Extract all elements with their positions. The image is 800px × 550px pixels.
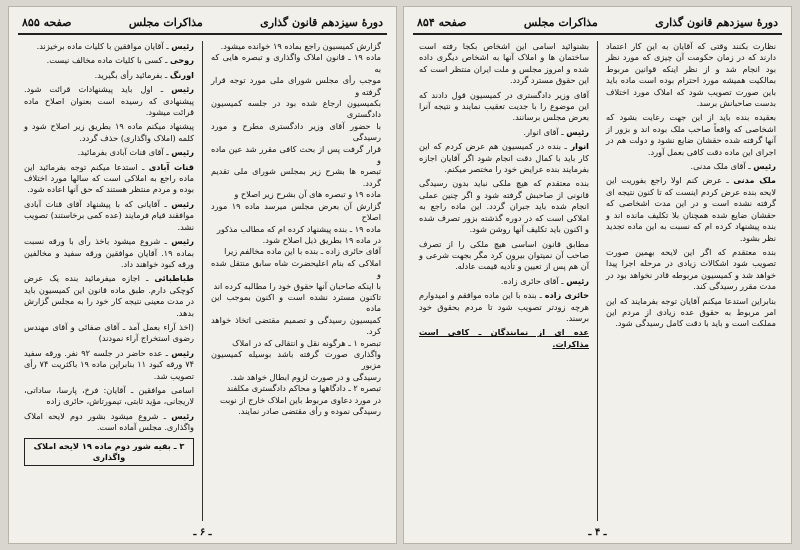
paragraph-text: بشنوائید اسامی این اشخاص بکجا رفته است ساختمان ها و املاک آنها به اشخاص دیگری داده شده و امروز مجلس و ملت ایران منتظر است که این حقوق مسترد گردد. [419,41,589,86]
paragraph [419,327,589,350]
text-line: گزارش کمیسیون راجع بماده ۱۹ خوانده میشود. [220,41,381,51]
closing-remark: عده ای از نمایندگان ـ کافی است مذاکرات. [419,327,589,349]
paragraph: رئیس ـ آقای قنات آبادی بفرمائید. [77,147,194,158]
paragraph [24,385,194,408]
paragraph-text: بعقیده بنده باید از این جهت رعایت بشود که اشخاصی که واقعاً صاحب ملک بوده اند و بزور از آنها گرفته شده حقشان ضایع نشود و دولت هم در اجرای این ماده دقت کافی بعمل آورد. [606,112,776,157]
paragraph: رئیس ـ آقای انوار. [523,126,589,137]
paragraph: اورنگ ـ بفرمائید رأی بگیرید. [94,69,194,80]
speaker-name: رئیس [566,275,589,286]
paragraph-text: بنده معتقدم که اگر این لایحه بهمین صورت تصویب شود اشکالات زیادی در مرحله اجرا پیدا خواهد شد و کمیسیون مربوطه قادر نخواهد بود در مدت مقرر رسیدگی کند. [606,246,776,292]
left-column [18,41,200,521]
paragraph: قنات آبادی ـ استدعا میکنم توجه بفرمائید این ماده راجع به املاکی است که سالها مورد اختلاف بوده و مردم منتظر هستند که حق آنها اعاده شود. [24,161,194,195]
text-line: ماده ۱۹ ـ بنده پیشنهاد کرده ام که مطالب مذکور [216,223,381,234]
text-line: با اینکه صاحبان آنها حقوق خود را مطالبه کرده اند [213,280,381,291]
paragraph [606,112,776,158]
text-line: در مورد دعاوی مربوط باین املاک خارج از نوبت [219,394,381,405]
paragraph: رئیس ـ آقایانی که با پیشنهاد آقای قنات آبادی موافقند قیام فرمایند (عده کمی برخاستند) تصویب نشد. [24,198,194,232]
speaker-name: انوار [570,141,589,152]
paragraph-text: آقای قنات آبادی بفرمائید. [77,147,164,158]
text-line: موجب رأی مجلس شورای ملی مورد توجه قرار گرفته و [211,75,381,97]
paragraph: طباطبائی ـ اجازه میفرمائید بنده یک عرض کوچکی دارم. طبق ماده قانون این کمیسیون باید در مدت معینی نتیجه کار خود را به مجلس گزارش بدهد. [24,273,194,318]
speaker-name: ملک مدنی [733,175,776,186]
paragraph-text: پیشنهاد میکنم ماده ۱۹ بطریق زیر اصلاح شود و کلمه (املاک واگذاری) حذف گردد. [24,121,194,143]
paragraph-text: (اخذ آراء بعمل آمد ـ آقای صفائی و آقای مهندس رضوی استخراج آراء نمودند) [24,321,194,344]
text-line: گزارش آن بعرض مجلس میرسد ماده ۱۹ مورد اصلاح [211,200,381,223]
paragraph-text: اول باید پیشنهادات قرائت شود. پیشنهادی که رسیده است بعنوان اصلاح ماده قرائت میشود. [24,84,194,118]
paragraph-text: عده حاضر در جلسه ۹۲ نفر. ورقه سفید ۷۴ ورقه کبود ۱۱ بنابراین ماده ۱۹ باکثریت ۷۴ رأی تصویب شد. [24,347,195,381]
paragraph [419,90,589,124]
paragraph-text: بنده با این ماده موافقم و امیدوارم هرچه زودتر تصویب شود تا مردم بحقوق خود برسند. [419,290,589,323]
paragraph-text: بنابراین استدعا میکنم آقایان توجه بفرمایند که این امر مربوط به حقوق عده زیادی از مردم این مملکت است و باید با دقت کامل رسیدگی شود. [606,295,776,329]
speaker-name: رئیس [171,236,194,247]
speaker-name: رئیس [171,198,194,209]
paragraph-text: اجازه میفرمائید بنده یک عرض کوچکی دارم. طبق ماده قانون این کمیسیون باید در مدت معینی نتیجه کار خود را به مجلس گزارش بدهد. [24,273,194,318]
paragraph-text: مطابق قانون اساسی هیچ ملکی را از تصرف صاحب آن نمیتوان بیرون کرد مگر بجهت شرعی و آن هم پس از تعیین و تأدیه قیمت عادله. [419,238,589,272]
text-line: رسیدگی نموده و رأی مقتضی صادر نمایند. [238,406,381,416]
paragraph-text: آقای وزیر دادگستری در کمیسیون قول دادند که این موضوع را با جدیت تعقیب نمایند و نتیجه آنرا بعرض مجلس برسانند. [419,89,589,123]
header-journal: مذاکرات مجلس [523,15,598,29]
speaker-name: حائری زاده [544,290,589,301]
text-columns [18,41,387,521]
right-column [205,41,387,521]
text-line: تاکنون مسترد نشده است و اکنون بموجب این ماده [211,291,381,314]
paragraph [419,239,589,273]
paragraph-text: آقای ملک مدنی. [690,161,746,172]
column-divider [202,41,203,521]
paragraph: رئیس ـ عده حاضر در جلسه ۹۲ نفر. ورقه سفید ۷۴ ورقه کبود ۱۱ بنابراین ماده ۱۹ باکثریت ۷۴ رأی تصویب شد. [24,347,195,381]
paragraph: رئیس ـ شروع میشود باخذ رأی با ورقه نسبت بماده ۱۹. آقایان موافقین ورقه سفید و مخالفین ورقه کبود خواهند داد. [24,236,194,269]
speaker-name: رئیس [171,147,194,158]
paragraph: ملک مدنی ـ عرض کنم اولا راجع بفوریت این لایحه بنده عرض کردم اینست که تا کنون نتیجه ای گرفته نشده است و در این مدت اشخاصی که حقشان ضایع شده همچنان بلا تکلیف مانده اند و بنده پیشنهاد کرده ام که نسبت به این ماده تجدید نظر بشود. [606,175,776,243]
header-page-number: صفحه ۸۵۵ [22,15,72,29]
page-footer-number: ـ ۶ ـ [193,527,212,538]
text-line: تبصره ها بشرح زیر بمجلس شورای ملی تقدیم گردد. [211,166,381,188]
paragraph: روحی ـ کسی با کلیات ماده مخالف نیست. [46,55,194,66]
paragraph-text: آقای انوار. [523,126,559,137]
paragraph-text: شروع میشود باخذ رأی با ورقه نسبت بماده ۱۹. آقایان موافقین ورقه سفید و مخالفین ورقه کبود خواهند داد. [24,236,194,269]
paragraph-text: بنده معتقدم که هیچ ملکی نباید بدون رسیدگی قانونی از صاحبش گرفته شود و اگر چنین عملی انجام شده باید جبران گردد. این ماده راجع به املاکی است که در دوره گذشته بزور تصرف شده و اکنون باید تکلیف آنها روشن شود. [419,178,589,235]
paragraph: حائری زاده ـ بنده با این ماده موافقم و امیدوارم هرچه زودتر تصویب شود تا مردم بحقوق خود برسند. [419,290,589,323]
speaker-name: رئیس [171,410,194,421]
speaker-name: اورنگ [169,69,194,80]
text-line: واگذاری صورت گرفته باشد بوسیله کمیسیون مزبور [211,348,381,371]
paragraph: رئیس ـ آقای حائری زاده. [500,275,589,286]
page-854 [403,6,792,544]
text-line: کمیسیون رسیدگی و تصمیم مقتضی اتخاذ خواهد کرد. [211,314,381,337]
header-session: دورهٔ سیزدهم قانون گذاری [260,15,383,29]
right-column [600,41,782,521]
paragraph [24,322,194,345]
paragraph-text: آقای حائری زاده. [500,275,559,286]
paragraph-text: استدعا میکنم توجه بفرمائید این ماده راجع به املاکی است که سالها مورد اختلاف بوده و مردم منتظر هستند که حق آنها اعاده شود. [24,161,194,195]
section-heading-box: ۳ ـ بقیه شور دوم ماده ۱۹ لایحه املاک واگذاری [24,438,194,467]
page-footer-number: ـ ۴ ـ [588,527,607,538]
text-columns [413,41,782,521]
speaker-name: رئیس [171,41,194,51]
page-header [413,14,782,35]
header-page-number: صفحه ۸۵۴ [417,15,467,29]
text-line: رسیدگی و در صورت لزوم ابطال خواهد شد. [230,371,381,382]
speaker-name: رئیس [566,126,589,137]
paragraph [606,296,776,330]
paragraph-text: اسامی موافقین ـ آقایان: فرخ، پارسا، ساداتی، لاریجانی، مؤید ثابتی، تیمورتاش، حائری زاده [24,384,194,407]
paragraph: رئیس ـ آقایان موافقین با کلیات ماده برخیزند. [36,41,194,51]
paragraph-text: آقایان موافقین با کلیات ماده برخیزند. [36,41,164,51]
paragraph-text: بفرمائید رأی بگیرید. [94,69,163,80]
text-line: ماده ۱۹ و تبصره های آن بشرح زیر اصلاح و [234,189,381,200]
paragraph: رئیس ـ شروع میشود بشور دوم لایحه املاک واگذاری. مجلس آماده است. [24,410,194,433]
paragraph-text: نظارت بکنند وقتی که آقایان به این کار اعتماد دارند که در زمان حکومت آن چیزی که مورد نظر بود انجام شد و از نظر اینکه قوانین مربوط بمالکیت همیشه مورد احترام بوده است ماده باید باین صورت تصویب شود که املاک مورد اختلاف بدست صاحبانش برسد. [606,41,776,109]
left-column [413,41,595,521]
paragraph [606,41,776,109]
text-line: در ماده ۱۹ بطریق ذیل اصلاح شود. [262,234,381,245]
speaker-name: قنات آبادی [148,161,194,172]
text-line: تبصره ۲ ـ دادگاهها و محاکم دادگستری مکلفند [226,383,381,394]
speaker-name: رئیس [171,347,194,358]
speaker-name: روحی [170,55,194,66]
text-line: ماده ۱۹ ـ قانون املاک واگذاری و تبصره هایی که به [211,52,381,74]
speaker-name: رئیس [171,84,194,95]
paragraph [24,121,194,144]
speaker-name: رئیس [753,161,776,172]
paragraph: رئیس ـ آقای ملک مدنی. [690,161,776,172]
page-855 [8,6,397,544]
paragraph [419,41,589,87]
text-line: قرار گرفت پس از بحث کافی مقرر شد عین ماده و [211,143,381,166]
paragraph-text: بنده در کمیسیون هم عرض کردم که این کار باید با کمال دقت انجام شود اگر آقایان اجازه بفرمایند بنده عرایض خود را مختصر میکنم. [419,141,589,175]
header-journal: مذاکرات مجلس [128,15,203,29]
paragraph-text: عرض کنم اولا راجع بفوریت این لایحه بنده عرض کردم اینست که تا کنون نتیجه ای گرفته نشده است و در این مدت اشخاصی که حقشان ضایع شده همچنان بلا تکلیف مانده اند و بنده پیشنهاد کرده ام که نسبت به این ماده تجدید نظر بشود. [606,175,776,243]
text-line: املاکی که بنام اعلیحضرت شاه سابق منتقل شده و [211,257,381,280]
speaker-name: طباطبائی [154,273,194,284]
text-line: آقای حائری زاده ـ بنده با این ماده مخالفم زیرا [224,246,381,257]
text-line: با حضور آقای وزیر دادگستری مطرح و مورد رسیدگی [211,120,381,143]
paragraph-text: آقایانی که با پیشنهاد آقای قنات آبادی موافقند قیام فرمایند (عده کمی برخاستند) تصویب نشد. [24,198,194,232]
paragraph: انوار ـ بنده در کمیسیون هم عرض کردم که این کار باید با کمال دقت انجام شود اگر آقایان اجازه بفرمایند بنده عرایض خود را مختصر میکنم. [419,141,589,175]
paragraph: رئیس ـ اول باید پیشنهادات قرائت شود. پیشنهادی که رسیده است بعنوان اصلاح ماده قرائت میشود. [24,84,194,118]
header-session: دورهٔ سیزدهم قانون گذاری [655,15,778,29]
column-divider [597,41,598,521]
paragraph [606,247,776,293]
paragraph [419,178,589,235]
paragraph-text: شروع میشود بشور دوم لایحه املاک واگذاری. مجلس آماده است. [24,410,194,433]
page-header [18,14,387,35]
paragraph-text: کسی با کلیات ماده مخالف نیست. [46,55,163,66]
text-line: بکمیسیون ارجاع شده بود در جلسه کمیسیون دادگستری [211,98,381,120]
text-line: تبصره ۱ ـ هرگونه نقل و انتقالی که در املاک [232,337,381,348]
